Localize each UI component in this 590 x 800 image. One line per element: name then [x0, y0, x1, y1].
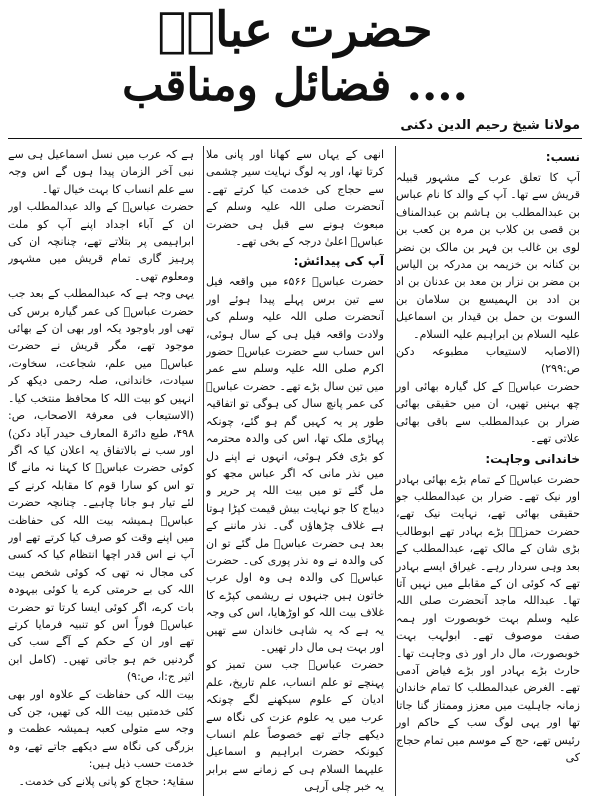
paragraph: آپ کا تعلق عرب کے مشہور قبیلہ قریش سے تھا۔ آپ کے والد کا نام عباس بن عبدالمطلب بن ہاشم بن عبدالمناف بن قصی بن کلاب بن مرہ بن کعب بن لوی بن غالب بن فہر بن مالک بن نضر بن کنانہ بن خزیمہ بن مدرکہ بن الیاس بن مضر بن نزار بن معد بن عدنان بن اد بن ادد بن الہمیسع بن سلامان بن السوت بن حمل بن قیدار بن اسماعیل علیہ السلام بن ابراہیم علیہ السلام۔: [396, 171, 580, 341]
author-byline: مولانا شیخ رحیم الدین دکنی: [400, 118, 580, 133]
paragraph: یہی وجہ ہے کہ عبدالمطلب کے بعد جب حضرت عباسؓ کی عمر گیارہ برس کی تھی اور باوجود یکہ اور بھی ان کے بھائی موجود تھے، مگر قریش نے حضرت عباسؓ میں علم، شجاعت، سخاوت، سیادت، خاندانی، صلہ رحمی دیکھ کر انہیں کو بیت اللہ کا محافظ منتخب کیا۔ (الاستیعاب فی معرفۃ الاصحاب، ص: ۴۹۸، طبع دائرۃ المعارف حیدر آباد دکن) اور سب نے بالاتفاق یہ اعلان کیا کہ اگر کوئی حضرت عباسؓ کا کہنا نہ مانے گا تو اس کو سارا قوم کا مقابلہ کرنے کے لئے تیار ہو جانا چاہیے۔ چنانچہ حضرت عباسؓ ہمیشہ بیت اللہ کی حفاظت میں اپنے وقت کو صرف کیا کرتے تھے اور آپ نے اس قدر اچھا انتظام کیا کہ کسی کی مجال نہ تھی کہ کوئی شخص بیت اللہ کی بے حرمتی کرے یا کوئی بیہودہ بات کرے، اگر کوئی ایسا کرتا تو حضرت عباسؓ فوراً اس کو تنبیہ فرمایا کرتے تھے اور ان کے حکم کے آگے سب کی گردنیں خم ہو جاتی تھیں۔ (کامل ابن اثیر ج:ا، ص:۹): [8, 287, 194, 684]
column-divider: [203, 146, 204, 796]
column-1: [396, 146, 580, 796]
column-3: [8, 146, 194, 796]
paragraph: حضرت عباسؓ جب سن تمیز کو پہنچے تو علم انساب، علم تاریخ، علم ادیان کے علوم سیکھنے لگے چونکہ عرب میں یہ علوم عزت کی نگاہ سے دیکھے جاتے تھے خصوصاً علم انساب کیونکہ حضرت ابراہیم و اسماعیل علیہما السلام ہی کے زمانے سے برابر یہ خبر چلی آرہی: [206, 658, 384, 794]
section-heading: خاندانی وجاہت:: [485, 451, 580, 466]
paragraph: انھی کے یہاں سے کھانا اور پانی ملا کرتا تھا، اور یہ لوگ نہایت سیر چشمی سے حجاج کی خدمت کیا کرتے تھے۔ آنحضرت صلی اللہ علیہ وسلم کے مبعوث ہونے سے قبل ہی حضرت عباسؓ اعلیٰ درجہ کے بخی تھے۔: [206, 148, 384, 249]
column-2: [206, 146, 384, 796]
section-heading: نسب:: [545, 150, 580, 164]
paragraph: حضرت عباسؓ ۵۶۶ء میں واقعہ فیل سے تین برس پہلے پیدا ہوئے اور آنحضرت صلی اللہ علیہ وسلم کی ولادت واقعہ فیل ہی کے سال ہوئی، اس حساب سے حضرت عباسؓ حضور اکرم صلی اللہ علیہ وسلم سے عمر میں تین سال بڑے تھے۔ حضرت عباسؓ کی عمر پانچ سال کی ہوگی تو اتفاقیہ طور پر یہ کہیں گم ہو گئے، چونکہ پہاڑی ملک تھا، اس کی والدہ محترمہ کو بڑی فکر ہوئی، انہوں نے اپنے دل میں نذر مانی کہ اگر عباس مجھ کو مل گئے تو میں بیت اللہ پر حریر و دیباج کا جو نہایت بیش قیمت کپڑا ہوتا ہے غلاف چڑھاؤں گی۔ نذر ماننے کے بعد ہی حضرت عباسؓ مل گئے تو ان کی والدہ نے وہ نذر پوری کی۔ حضرت عباسؓ کی والدہ ہی وہ اول عرب خاتون ہیں جنہوں نے ریشمی کپڑے کا غلاف بیت اللہ کو اوڑھایا، اس کی وجہ یہ ہے کہ یہ شاہی خاندان سے تھیں اور بہت ہی مال دار تھیں۔: [206, 275, 384, 654]
paragraph: حضرت عباسؓ کے والد عبدالمطلب اور ان کے آباء اجداد اپنے آپ کو ملت ابراہیمی پر بتلاتے تھے، چنانچہ ان کی پرہیز گاری تمام قریش میں مشہور ومعلوم تھی۔: [8, 200, 194, 283]
paragraph: (الاصابہ لاستیعاب مطبوعہ دکن ص:۲۹۹): [396, 345, 580, 376]
article-title: [10, 2, 580, 114]
paragraph: حضرت عباسؓ کے تمام بڑے بھائی بہادر اور نیک تھے۔ ضرار بن عبدالمطلب جو حقیقی بھائی تھے، نہایت نیک تھے، حضرت حمزہؓ بڑے بہادر تھے ابوطالب بڑی شان کے مالک تھے، عبدالمطلب کے بعد وہی سردار رہے۔ غیراق ایسے بہادر تھے کہ کوئی ان کے مقابلے میں نہیں آتا تھا۔ عبداللہ ماجد آنحضرت صلی اللہ علیہ وسلم بہت خوبصورت اور ہمہ صفت موصوف تھے۔ ابولہب بہت خوبصورت، مال دار اور ذی وجاہت تھا۔ حارث بڑے بہادر اور بڑے فیاض آدمی تھے۔ الغرض عبدالمطلب کا تمام خاندان زمانہ جاہلیت میں معزز وممتاز گنا جاتا تھا اور یہی لوگ سب کے حاکم اور رئیس تھے، حج کے موسم میں تمام حجاج کی: [396, 472, 580, 764]
title-line-1: حضرت عباسؓ: [157, 2, 433, 58]
paragraph: سقایۃ: حجاج کو پانی پلانے کی خدمت۔: [18, 774, 194, 788]
header-divider: [8, 138, 582, 139]
paragraph: حضرت عباسؓ کے کل گیارہ بھائی اور چھ بہنیں تھیں، ان میں حقیقی بھائی ضرار بن عبدالمطلب سے باقی بھائی علاتی تھے۔: [396, 379, 580, 446]
section-heading: آپ کی پیدائش:: [293, 254, 384, 269]
title-line-2: .... فضائل ومناقب: [122, 60, 468, 111]
column-divider: [395, 146, 396, 796]
paragraph: ہے کہ عرب میں نسل اسماعیل ہی سے نبی آخر الزمان پیدا ہوں گے اس وجہ سے علم انساب کا بہت خیال تھا۔: [8, 148, 194, 196]
paragraph: بیت اللہ کی حفاظت کے علاوہ اور بھی کئی خدمتیں بیت اللہ کی تھیں، جن کی وجہ سے متولی کعبہ ہمیشہ عظمت و بزرگی کی نگاہ سے دیکھے جاتے تھے، وہ خدمت حسب ذیل ہیں:: [8, 687, 194, 771]
